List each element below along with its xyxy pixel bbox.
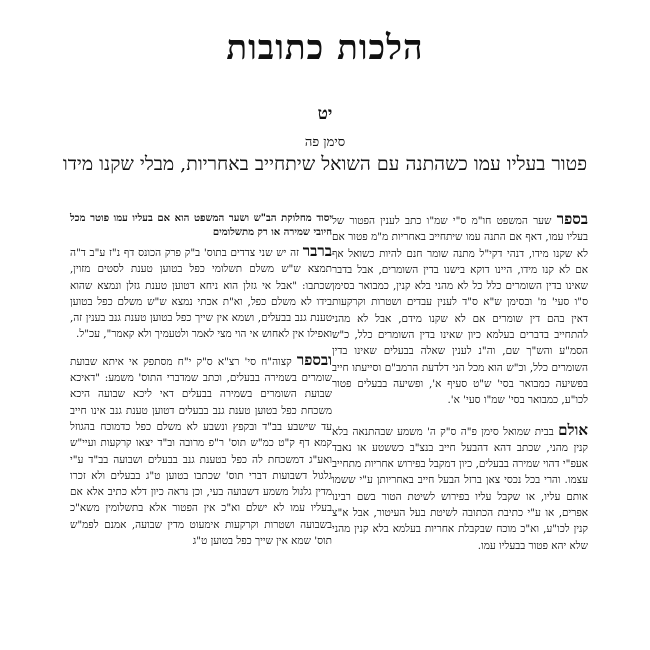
left-column xyxy=(70,212,332,549)
section-heading: יסוד מחלוקת הב"ש ושער המשפט הוא אם בעליו עמו פוטר מכל חיובי שמירה או רק מתשלומים xyxy=(70,213,332,238)
paragraph-lead-word: ברבר xyxy=(302,242,332,260)
right-paragraph-2 xyxy=(332,420,588,554)
siman-subtitle: פטור בעליו עמו כשהתנה עם השואל שיתחייב באחריות, מבלי שקנו מידו xyxy=(62,153,588,175)
paragraph-lead-word: בספר xyxy=(556,210,588,228)
siman-number: יט xyxy=(317,104,333,124)
paragraph-lead-word: ובספר xyxy=(296,350,332,369)
paragraph-text: קצוה"ח סי' רצ"א ס"ק י"ח מסתפק אי איתא שבועת שומרים בשמירה בבעלים, וכתב שמדברי התוס' משמע: "דאיכא שבועת השומרים בשמירה בבעלים דאי ליכא שבועה היכא משכחת כפל בטוען טענת גנב בבעלים דטוען טענת גנב אינו חייב עד שישבע בב"ד ובקפץ ונשבע לא משלם כפל כדמוכח בהגוזל קמא דף ק"ט כמ"ש תוס' ר"פ מרובה וב"ד יצאו קרקעות ועיי"ש ואע"ג דמשכחת לה כפל בטענת גנב בבעלים ושבועה בב"ד ע"י גלגול דשבועות דברי תוס' שכתבו בטוען ט"ג בבעלים ולא זכרו מדין גלגול משמע דשבועה בעי, וכן נראה כיון דלא כתיב אלא אם בעליו עמו לא ישלם וא"כ אין הפטור אלא בתשלומין משא"כ בשבועה ושטרות וקרקעות אימעוט מדין שבועה, אמנם לפמ"ש תוס' שמא אין שייך כפל בטוען ט"ג xyxy=(70,355,332,548)
paragraph-text: שער המשפט חו"מ ס"י שמ"ו כתב לענין הפטור של בעליו עמו, דאף אם התנה עמו שיתחייב באחריות מ"מ פטור אם לא שקנו מידו, דנהי דקי"ל מתנה שומר חנם להיות כשואל אף אם לא קנו מידו, היינו דוקא בישנו בדין השומרים, אבל בדבר שאינו בדין השומרים כלל כל לא מהני בלא קנין, כמבואר בסימן ס"ו סעי' מ' ובסימן ש"א ס"ד לענין עבדים ושטרות וקרקעות דאין בהם דין שומרים אם לא שקנו מידם, אבל לא מהני להתחייב בדברים בעלמא כיון שאינו בדין השומרים כלל, כ"ש הסמ"ע והש"ך שם, וה"נ לענין שאלה בבעלים שאינו בדין השומרים כלל, וכ"ש הוא מכל הני דלדעת הרמב"ם וסייעתו חייב בפשיעה כמבואר בסי' ש"ט סעיף א', ופשיעה בבעלים פטור לכו"ע, כמבואר בסי' שמ"ו סעי' א'. xyxy=(332,215,588,407)
paragraph-text: זה יש שני צדדים בתוס' ב"ק פרק הכונס דף נ"ז ע"ב ד"ה תמצא ש"ש משלם תשלומי כפל בטוען טענת לסטים מזוין, שכתבו: "אבל אי גזלן הוא ניחא דטוען טענת גזלן ונמצא שהוא בידו לא משלם כפל, וא"ת אכתי נמצא ש"ש משלם כפל בטוען טענת גנב בבעלים, ושמא אין שייך כפל בטוען טענת גנב בענין זה, ואפילו אין לאחוש אי הוי מצי לאמר ולטעמיך ולא קאמר", עכ"ל. xyxy=(70,247,332,341)
left-paragraph-2 xyxy=(70,350,332,550)
right-column xyxy=(332,212,588,554)
paragraph-text: בבית שמואל סימן פ"ה ס"ק ה' משמע שבהתנאה בלא קנין מהני, שכתב דהא דהבעל חייב בנצ"ב כששטע או נאבד אעפ"י דהוי שמירה בבעלים, כיון דמקבל בפירוש אחריות מתחייב עצמו. והרי בכל נכסי צאן ברזל הבעל חייב באחריותן ע"י ששמו אותם עליו, או שקבל עליו בפירוש לשיטת הטור בשם רבינו אפרים, או ע"י כתיבת הכתובה לשיטת בעל העיטור, אבל א"צ קנין לכו"ע, וא"כ מוכח שבקבלת אחריות בעלמא בלא קנין מהני שלא יהא פטור בבעליו עמו. xyxy=(332,425,588,552)
paragraph-gap xyxy=(332,409,588,423)
page-title: הלכות כתובות xyxy=(226,28,424,68)
left-paragraph-1 xyxy=(70,244,332,343)
siman-name: סימן פה xyxy=(304,135,346,150)
paragraph-lead-word: אולם xyxy=(558,420,588,439)
paragraph-gap xyxy=(70,343,332,353)
right-paragraph-1 xyxy=(332,212,588,409)
